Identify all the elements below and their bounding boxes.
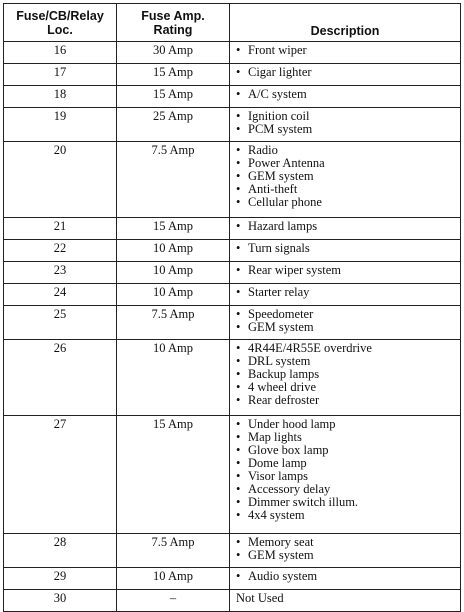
description-item: • Dome lamp bbox=[236, 457, 454, 470]
description-item: • Backup lamps bbox=[236, 368, 454, 381]
fuse-description bbox=[230, 64, 461, 86]
fuse-description bbox=[230, 590, 461, 612]
description-item: • Under hood lamp bbox=[236, 418, 454, 431]
description-item: • Visor lamps bbox=[236, 470, 454, 483]
fuse-location: 18 bbox=[4, 86, 117, 108]
fuse-amp-rating: 15 Amp bbox=[117, 218, 230, 240]
description-item: • DRL system bbox=[236, 355, 454, 368]
fuse-amp-rating: 15 Amp bbox=[117, 416, 230, 534]
table-row bbox=[4, 240, 461, 262]
fuse-amp-rating: 7.5 Amp bbox=[117, 142, 230, 218]
fuse-amp-rating: 15 Amp bbox=[117, 86, 230, 108]
description-item: • Front wiper bbox=[236, 44, 454, 57]
fuse-amp-rating: 7.5 Amp bbox=[117, 306, 230, 340]
table-row bbox=[4, 218, 461, 240]
description-item: • GEM system bbox=[236, 170, 454, 183]
fuse-location: 16 bbox=[4, 42, 117, 64]
fuse-description bbox=[230, 340, 461, 416]
fuse-location: 21 bbox=[4, 218, 117, 240]
header-location-line2: Loc. bbox=[47, 22, 73, 37]
description-item: • Power Antenna bbox=[236, 157, 454, 170]
fuse-description bbox=[230, 568, 461, 590]
fuse-table-body bbox=[4, 42, 461, 612]
fuse-amp-rating: 10 Amp bbox=[117, 262, 230, 284]
fuse-location: 24 bbox=[4, 284, 117, 306]
fuse-table bbox=[3, 3, 461, 612]
description-item: • Dimmer switch illum. bbox=[236, 496, 454, 509]
table-row bbox=[4, 416, 461, 534]
description-item: • 4 wheel drive bbox=[236, 381, 454, 394]
header-description: Description bbox=[230, 4, 461, 42]
fuse-description bbox=[230, 416, 461, 534]
fuse-description bbox=[230, 306, 461, 340]
header-amp-rating bbox=[117, 4, 230, 42]
fuse-amp-rating: 10 Amp bbox=[117, 240, 230, 262]
header-amp-line2: Rating bbox=[153, 22, 193, 37]
description-item: • Cellular phone bbox=[236, 196, 454, 209]
fuse-amp-rating: 15 Amp bbox=[117, 64, 230, 86]
description-item: • PCM system bbox=[236, 123, 454, 136]
fuse-location: 23 bbox=[4, 262, 117, 284]
description-item: • Accessory delay bbox=[236, 483, 454, 496]
fuse-description bbox=[230, 284, 461, 306]
description-item: Not Used bbox=[236, 591, 284, 605]
header-amp-line1: Fuse Amp. bbox=[141, 8, 205, 23]
description-item: • GEM system bbox=[236, 549, 454, 562]
description-item: • A/C system bbox=[236, 88, 454, 101]
description-item: • 4x4 system bbox=[236, 509, 454, 522]
fuse-amp-rating: 10 Amp bbox=[117, 284, 230, 306]
table-row bbox=[4, 262, 461, 284]
fuse-location: 30 bbox=[4, 590, 117, 612]
description-item: • Memory seat bbox=[236, 536, 454, 549]
table-row bbox=[4, 108, 461, 142]
fuse-amp-rating: 30 Amp bbox=[117, 42, 230, 64]
description-item: • Audio system bbox=[236, 570, 454, 583]
table-row bbox=[4, 590, 461, 612]
description-item: • Map lights bbox=[236, 431, 454, 444]
fuse-location: 28 bbox=[4, 534, 117, 568]
fuse-description bbox=[230, 240, 461, 262]
fuse-description bbox=[230, 42, 461, 64]
fuse-location: 25 bbox=[4, 306, 117, 340]
fuse-location: 29 bbox=[4, 568, 117, 590]
description-item: • Cigar lighter bbox=[236, 66, 454, 79]
description-item: • Hazard lamps bbox=[236, 220, 454, 233]
fuse-amp-rating: 7.5 Amp bbox=[117, 534, 230, 568]
table-row bbox=[4, 142, 461, 218]
fuse-location: 19 bbox=[4, 108, 117, 142]
fuse-description bbox=[230, 534, 461, 568]
fuse-location: 20 bbox=[4, 142, 117, 218]
description-item: • Ignition coil bbox=[236, 110, 454, 123]
table-row bbox=[4, 306, 461, 340]
table-row bbox=[4, 568, 461, 590]
header-row bbox=[4, 4, 461, 42]
fuse-location: 26 bbox=[4, 340, 117, 416]
description-item: • Speedometer bbox=[236, 308, 454, 321]
fuse-amp-rating: 10 Amp bbox=[117, 568, 230, 590]
fuse-description bbox=[230, 218, 461, 240]
table-row bbox=[4, 534, 461, 568]
description-item: • Rear wiper system bbox=[236, 264, 454, 277]
fuse-amp-rating: – bbox=[117, 590, 230, 612]
description-item: • Radio bbox=[236, 144, 454, 157]
table-row bbox=[4, 42, 461, 64]
table-row bbox=[4, 340, 461, 416]
description-item: • Rear defroster bbox=[236, 394, 454, 407]
header-location bbox=[4, 4, 117, 42]
description-item: • Anti-theft bbox=[236, 183, 454, 196]
description-item: • Starter relay bbox=[236, 286, 454, 299]
fuse-location: 27 bbox=[4, 416, 117, 534]
table-row bbox=[4, 64, 461, 86]
fuse-description bbox=[230, 86, 461, 108]
fuse-description bbox=[230, 142, 461, 218]
fuse-location: 22 bbox=[4, 240, 117, 262]
fuse-description bbox=[230, 262, 461, 284]
header-location-line1: Fuse/CB/Relay bbox=[16, 8, 104, 23]
fuse-amp-rating: 25 Amp bbox=[117, 108, 230, 142]
fuse-location: 17 bbox=[4, 64, 117, 86]
fuse-description bbox=[230, 108, 461, 142]
table-row bbox=[4, 284, 461, 306]
fuse-amp-rating: 10 Amp bbox=[117, 340, 230, 416]
description-item: • Turn signals bbox=[236, 242, 454, 255]
description-item: • 4R44E/4R55E overdrive bbox=[236, 342, 454, 355]
description-item: • Glove box lamp bbox=[236, 444, 454, 457]
description-item: • GEM system bbox=[236, 321, 454, 334]
table-row bbox=[4, 86, 461, 108]
